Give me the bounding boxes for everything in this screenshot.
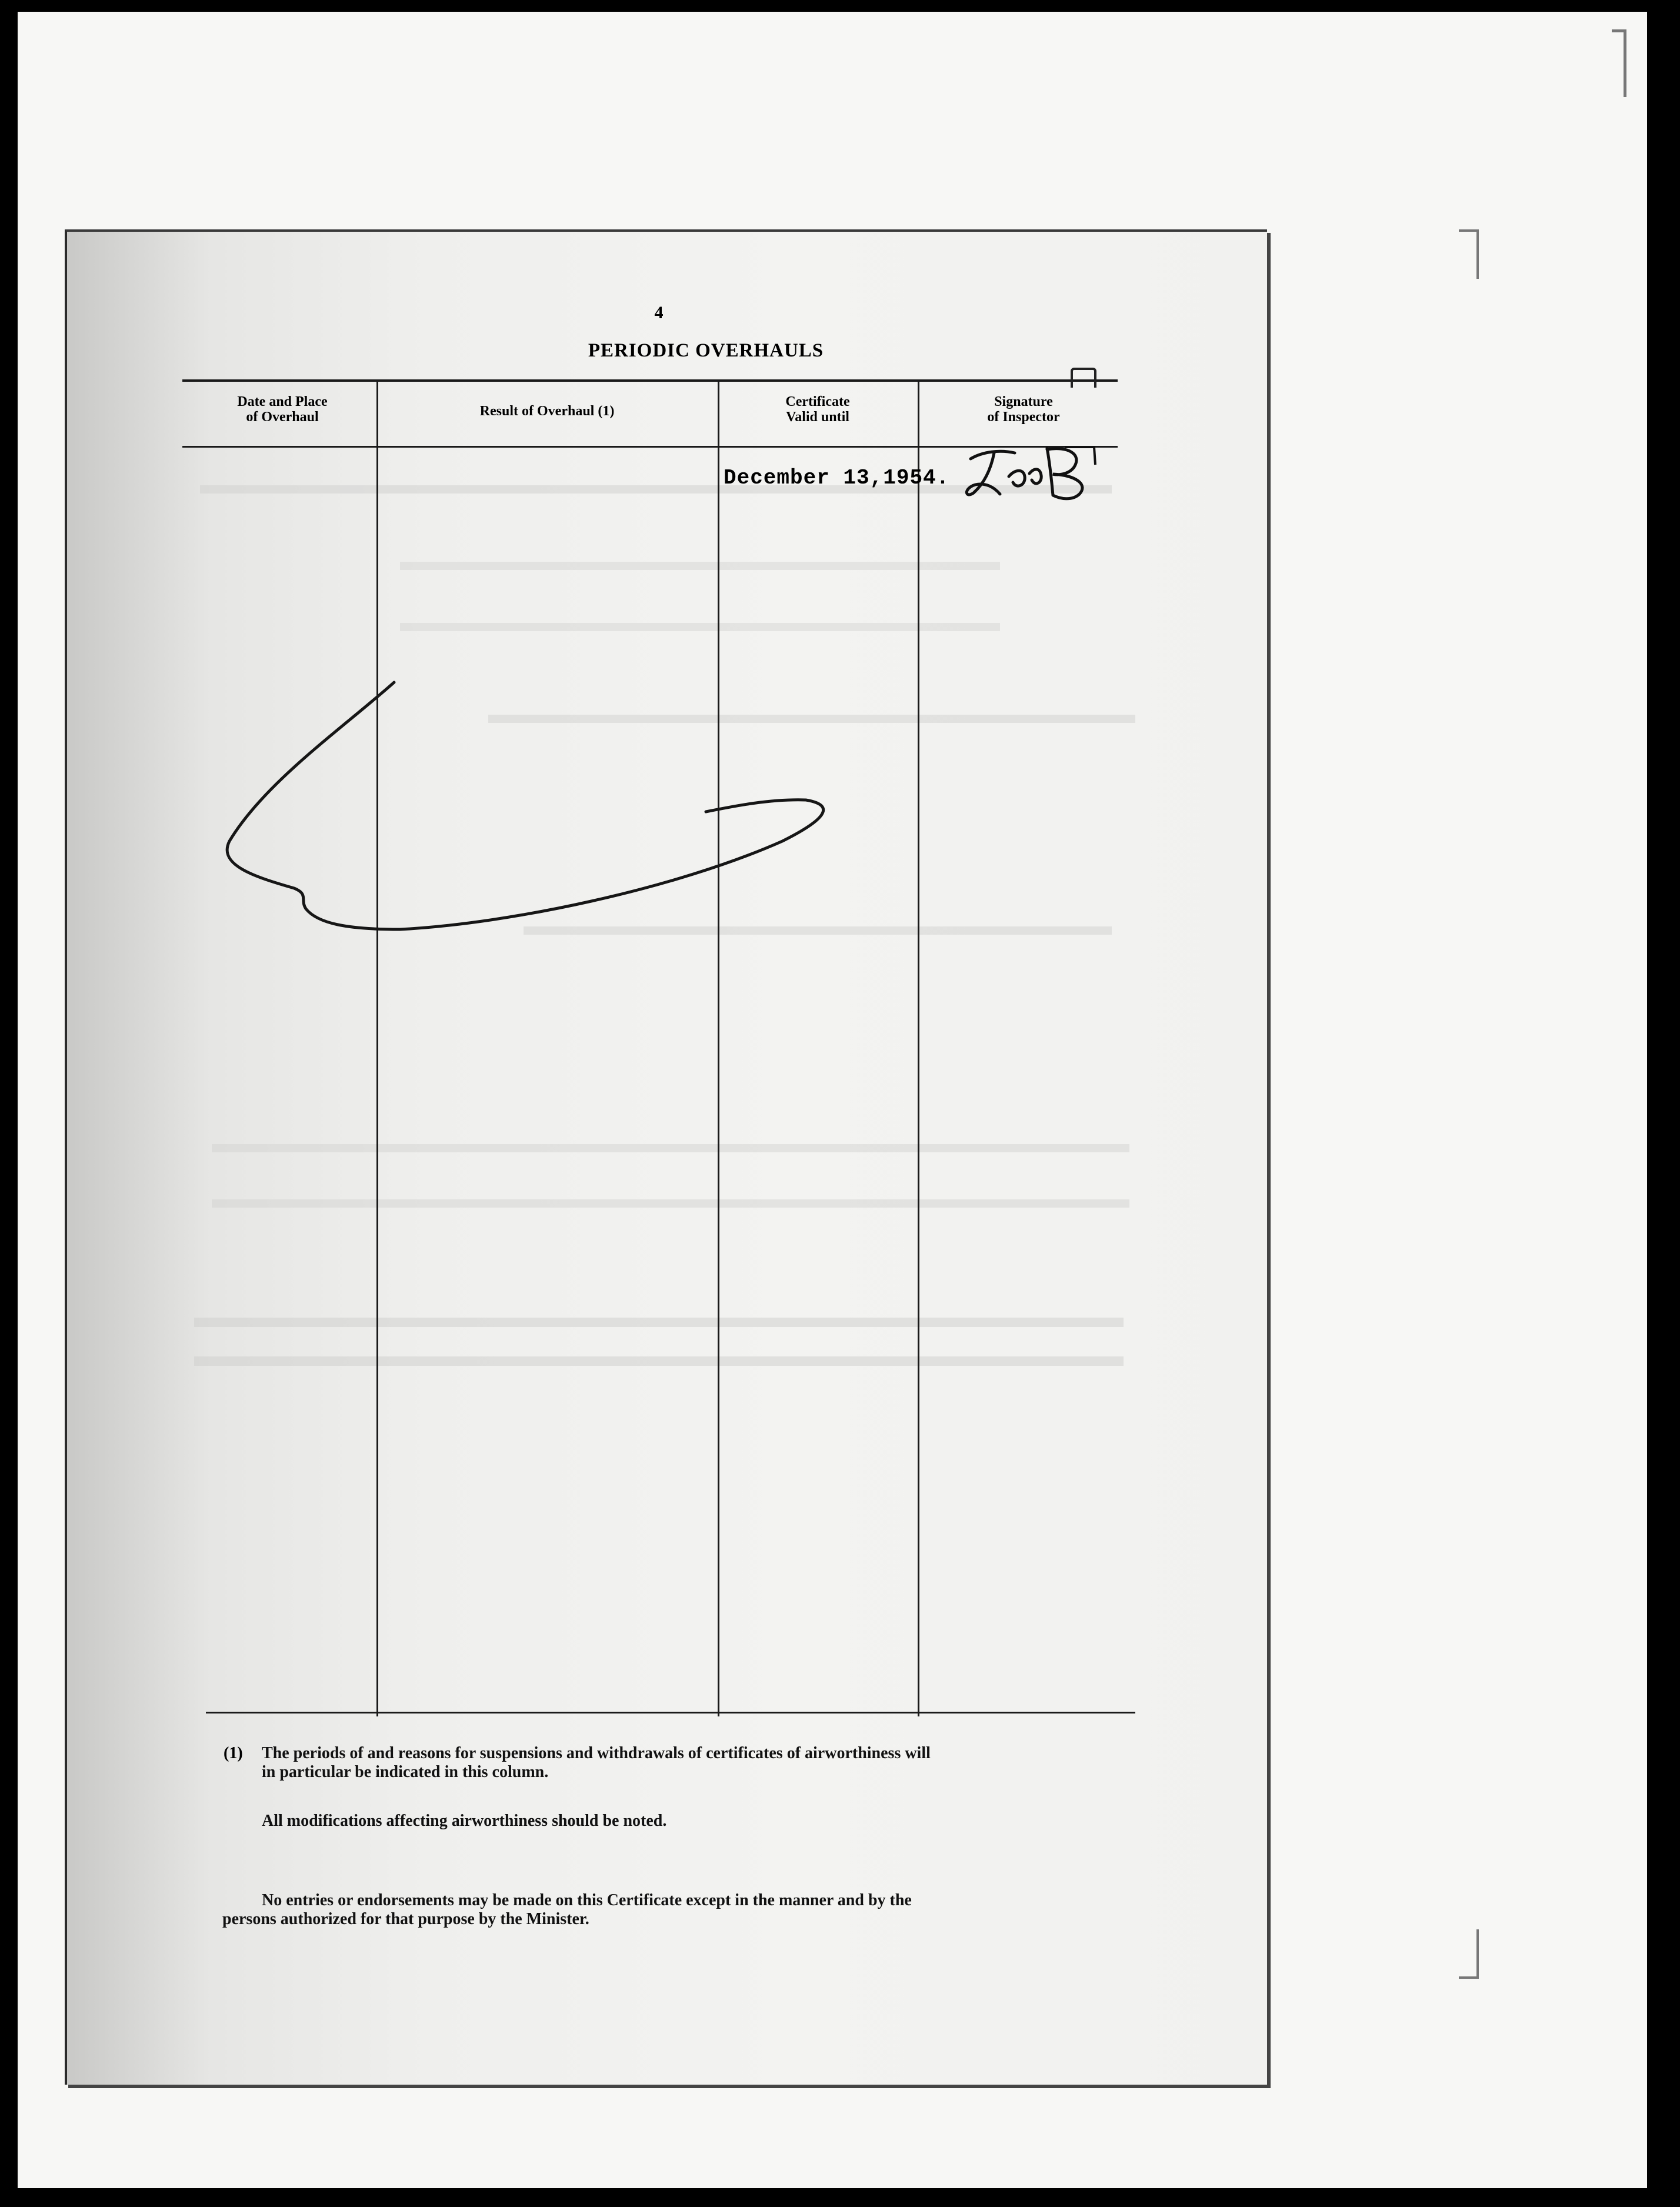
crop-mark-right-upper xyxy=(1459,229,1479,279)
table-top-rule xyxy=(182,379,1118,382)
crop-mark-top-right xyxy=(1612,29,1626,97)
scan-background xyxy=(18,12,1647,2188)
modifications-note: All modifications affecting airworthiness should be noted. xyxy=(262,1812,667,1830)
column-header-result-label: Result of Overhaul (1) xyxy=(479,404,615,419)
bleed-through-block-6 xyxy=(194,1318,1124,1366)
entry-valid-until: December 13,1954. xyxy=(724,466,950,490)
column-header-signature-line1: Signature xyxy=(994,394,1053,409)
column-divider-1 xyxy=(376,381,378,1716)
column-header-signature xyxy=(924,394,1124,425)
footnote-text-line1: The periods of and reasons for suspensions and withdrawals of certificates of airworthiness will xyxy=(262,1744,931,1762)
footnote-marker: (1) xyxy=(224,1744,243,1762)
bracket-mark xyxy=(1071,368,1096,388)
bleed-through-block-5 xyxy=(212,1144,1129,1208)
column-header-date-place-line2: of Overhaul xyxy=(246,409,319,425)
column-header-valid-until-line1: Certificate xyxy=(785,394,850,409)
page-title: PERIODIC OVERHAULS xyxy=(588,340,824,361)
column-divider-2 xyxy=(718,381,719,1716)
table-bottom-rule xyxy=(206,1712,1135,1713)
column-header-valid-until-line2: Valid until xyxy=(786,409,849,425)
endorsements-note-line2: persons authorized for that purpose by the Minister. xyxy=(222,1910,589,1928)
page-number: 4 xyxy=(654,303,664,322)
column-header-valid-until xyxy=(724,394,912,425)
column-header-signature-line2: of Inspector xyxy=(987,409,1060,425)
column-header-result xyxy=(382,404,712,419)
column-header-date-place-line1: Date and Place xyxy=(237,394,328,409)
cancellation-stroke-icon xyxy=(206,665,912,959)
endorsements-note-line1: No entries or endorsements may be made on this Certificate except in the manner and by the xyxy=(262,1891,912,1909)
column-header-date-place xyxy=(194,394,371,425)
bleed-through-block-2 xyxy=(400,562,1000,631)
column-divider-3 xyxy=(918,381,919,1716)
footnote-text-line2: in particular be indicated in this column. xyxy=(262,1763,549,1781)
inspector-signature-icon xyxy=(959,441,1100,506)
crop-mark-right-lower xyxy=(1459,1929,1479,1979)
